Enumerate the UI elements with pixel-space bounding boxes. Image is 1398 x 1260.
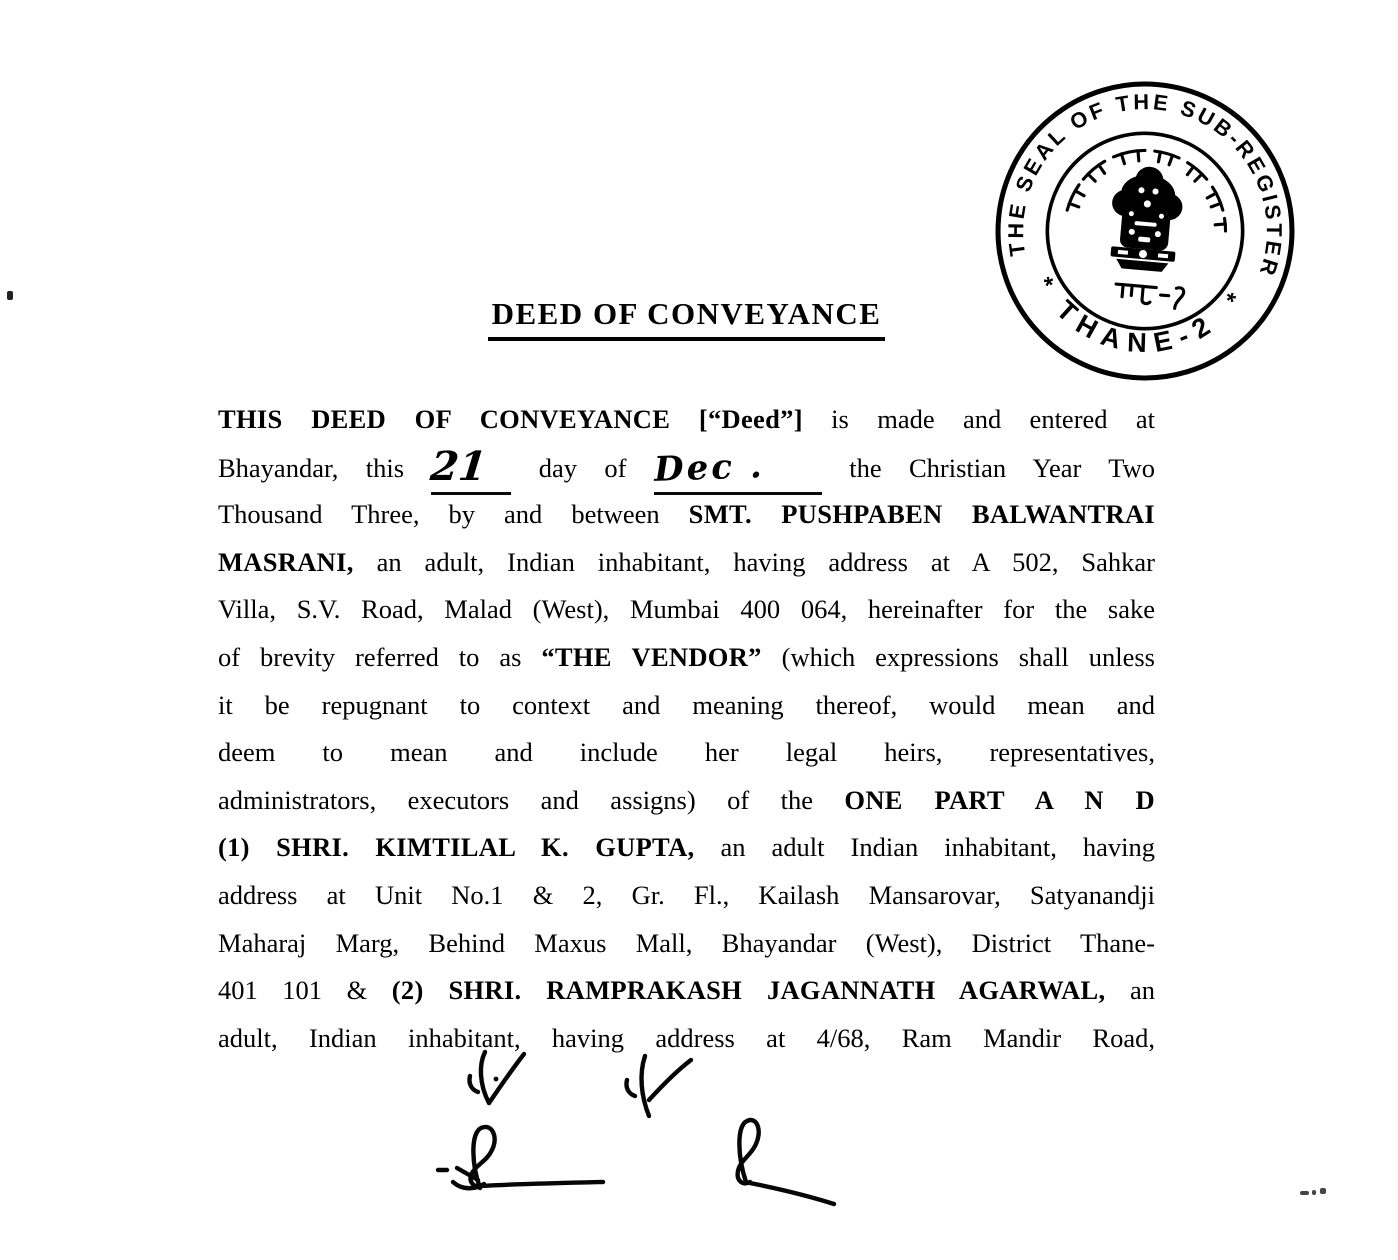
deed-text: deem to mean and include her legal heirs, representatives, [218,737,1155,768]
deed-text: of brevity referred to as [218,641,542,672]
deed-text: an adult, Indian inhabitant, having address at A 502, Sahkar [353,546,1155,577]
deed-text: address at Unit No.1 & 2, Gr. Fl., Kailash Mansarovar, Satyanandji [218,879,1155,910]
seal-bottom-text: THANE-2 [1050,293,1223,359]
signature-right [738,1120,834,1204]
seal-star-right-icon: * [1221,288,1249,313]
deed-text-bold: THIS DEED OF CONVEYANCE [“Deed”] [218,404,803,434]
deed-text: 401 101 & [218,975,392,1006]
deed-line [218,682,1155,730]
scan-artifact [1320,1188,1326,1194]
ashoka-emblem-icon [1106,164,1185,273]
seal-inner-bottom-script [1114,282,1183,309]
deed-line [218,586,1155,634]
deed-line [218,872,1155,920]
deed-body [218,396,1155,1062]
deed-text: Villa, S.V. Road, Malad (West), Mumbai 400 064, hereinafter for the sake [218,594,1155,625]
deed-text: an [1105,975,1155,1006]
deed-text: the Christian Year Two [821,452,1155,483]
deed-text: it be repugnant to context and meaning thereof, would mean and [218,689,1155,720]
deed-line [218,1015,1155,1063]
deed-line [218,920,1155,968]
signature-left [438,1127,603,1188]
deed-line [218,777,1155,825]
seal-star-left-icon: * [1030,273,1059,294]
deed-text: (which expressions shall unless [761,641,1155,672]
deed-line [218,967,1155,1015]
deed-text: administrators, executors and assigns) of the [218,784,845,815]
deed-line [218,824,1155,872]
deed-text: Maharaj Marg, Behind Maxus Mall, Bhayandar (West), District Thane- [218,927,1155,958]
deed-line [218,729,1155,777]
day-blank-line [428,442,511,496]
page-title: DEED OF CONVEYANCE [488,296,886,341]
deed-text: an adult Indian inhabitant, having [694,832,1155,863]
seal-outer-text: THE SEAL OF THE SUB-REGISTER [1003,89,1287,282]
scan-speck [7,291,13,300]
deed-text-bold: (1) SHRI. KIMTILAL K. GUPTA, [218,832,695,863]
handwritten-month: Dec . [653,445,766,490]
deed-text-bold: ONE PART A N D [844,784,1155,815]
month-blank-line [654,445,822,496]
deed-text: Thousand Three, by and between [218,499,689,530]
deed-line [218,491,1155,539]
deed-line [218,444,1155,492]
initial-tick-right [626,1056,691,1116]
deed-text: is made and entered at [802,404,1156,434]
deed-text-bold: “THE VENDOR” [541,641,762,672]
deed-text: Bhayandar, this [218,452,432,483]
deed-text: day of [511,452,654,483]
deed-text: adult, Indian inhabitant, having address at 4/68, Ram Mandir Road, [218,1022,1155,1053]
deed-line [218,396,1155,444]
deed-text-bold: MASRANI, [218,546,354,577]
sub-registrar-seal [981,67,1308,394]
scan-artifact [1300,1191,1309,1195]
scan-artifact [1312,1190,1316,1195]
deed-line [218,539,1155,587]
deed-line [218,634,1155,682]
deed-text-bold: (2) SHRI. RAMPRAKASH JAGANNATH AGARWAL, [391,975,1106,1006]
handwritten-day: 21 [428,442,490,490]
deed-text-bold: SMT. PUSHPABEN BALWANTRAI [688,499,1155,530]
seal-graphic [981,67,1308,394]
